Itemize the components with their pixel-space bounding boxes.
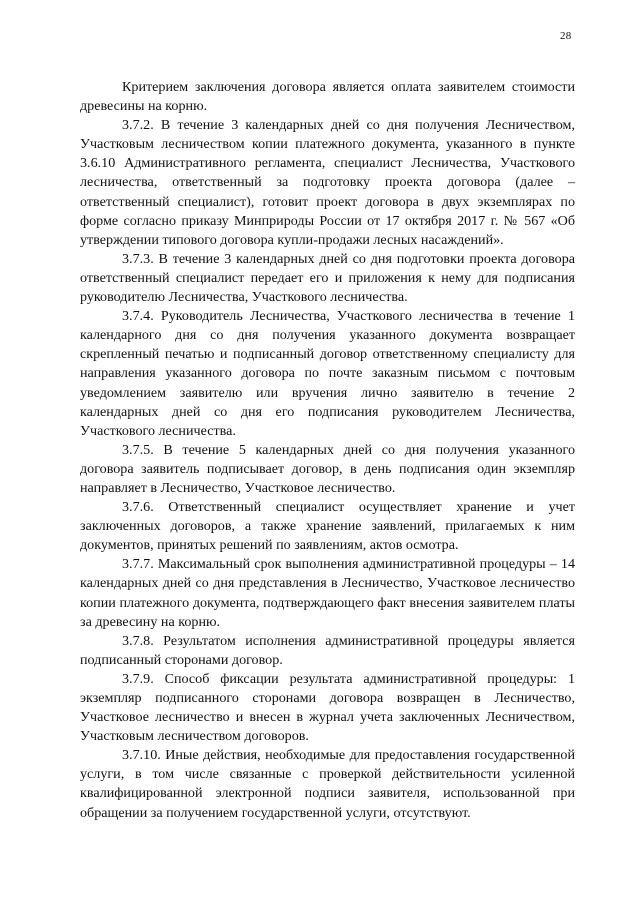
paragraph-3-7-3: 3.7.3. В течение 3 календарных дней со дня подготовки проекта договора ответственный специалист передает его и приложения к нему для подписания руководителю Лесничества, Участкового лесничества. [80,250,575,306]
paragraph-3-7-2: 3.7.2. В течение 3 календарных дней со дня получения Лесничеством, Участковым лесничеством копии платежного документа, указанного в пункте 3.6.10 Административного регламента, специалист Лесничества, Участкового лесничества, ответственный за подготовку проекта договора (далее – ответственный специалист), готовит проект договора в двух экземплярах по форме согласно приказу Минприроды России от 17 октября 2017 г. № 567 «Об утверждении типового договора купли-продажи лесных насаждений». [80,117,575,248]
page-number: 28 [560,30,572,42]
paragraph-3-7-6: 3.7.6. Ответственный специалист осуществляет хранение и учет заключенных договоров, а также хранение заявлений, прилагаемых к ним документов, принятых решений по заявлениям, актов осмотра. [80,499,575,554]
paragraph-3-7-7: 3.7.7. Максимальный срок выполнения административной процедуры – 14 календарных дней со дня представления в Лесничество, Участковое лесничество копии платежного документа, подтверждающего факт внесения заявителем платы за древесину на корню. [80,556,575,630]
document-body [80,78,575,823]
paragraph-3-7-4: 3.7.4. Руководитель Лесничества, Участкового лесничества в течение 1 календарного дня со дня получения указанного документа возвращает скрепленный печатью и подписанный договор ответственному специалисту для направления указанного договора по почте заказным письмом с почтовым уведомлением заявителю или вручения лично заявителю в течение 2 календарных дней со дня его подписания руководителем Лесничества, Участкового лесничества. [80,308,575,439]
paragraph-3-7-10: 3.7.10. Иные действия, необходимые для предоставления государственной услуги, в том числе связанные с проверкой действительности усиленной квалифицированной электронной подписи заявителя, использованной при обращении за получением государственной услуги, отсутствуют. [80,747,575,821]
paragraph-3-7-5: 3.7.5. В течение 5 календарных дней со дня получения указанного договора заявитель подписывает договор, в день подписания один экземпляр направляет в Лесничество, Участковое лесничество. [80,441,575,496]
paragraph-3-7-9: 3.7.9. Способ фиксации результата административной процедуры: 1 экземпляр подписанного сторонами договора возвращен в Лесничество, Участковое лесничество и внесен в журнал учета заключенных Лесничеством, Участковым лесничеством договоров. [80,670,575,745]
paragraph-3-7-8: 3.7.8. Результатом исполнения административной процедуры является подписанный сторонами договор. [80,632,575,668]
paragraph-payment-criterion: Критерием заключения договора является оплата заявителем стоимости древесины на корню. [80,79,575,115]
